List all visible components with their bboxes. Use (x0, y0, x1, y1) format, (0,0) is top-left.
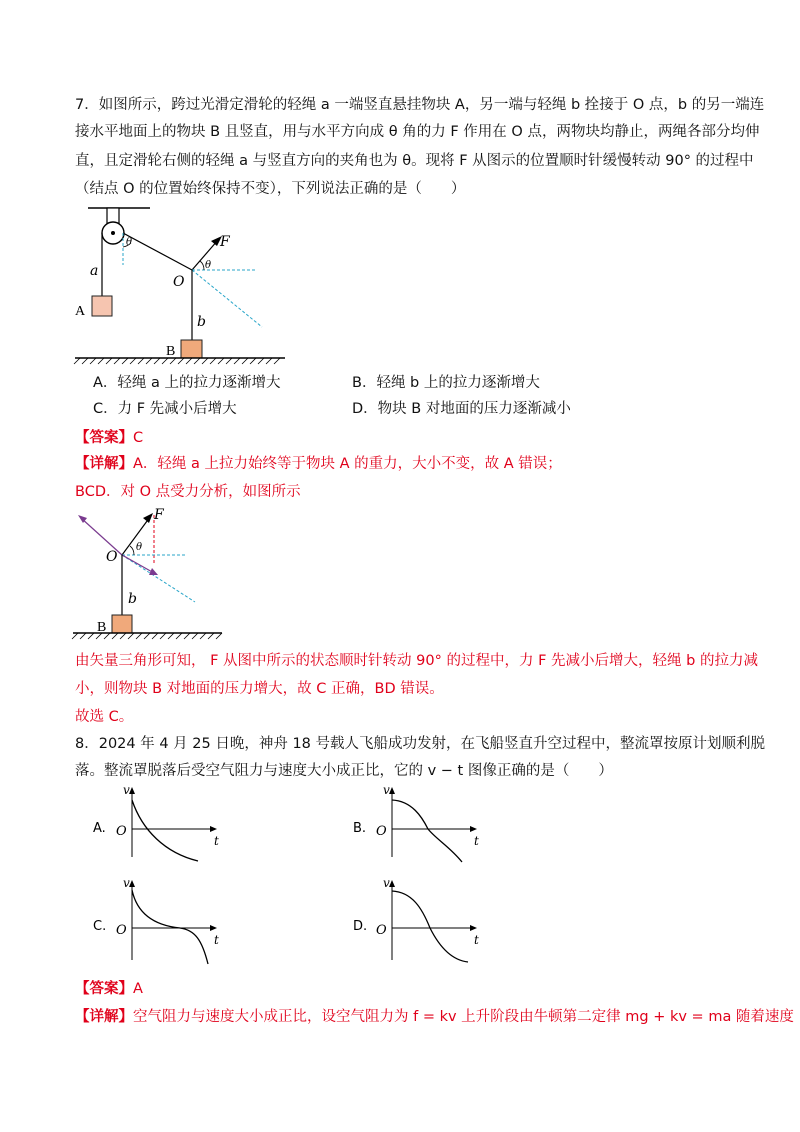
graph-D-option-label: D. (353, 919, 368, 934)
label-O: O (106, 549, 118, 565)
q7-detail-line-1 (75, 453, 735, 475)
block-B (181, 340, 202, 358)
label-theta: θ (136, 542, 143, 553)
q8-graph-D (350, 878, 500, 968)
label-F: F (220, 234, 230, 250)
label-F: F (154, 507, 164, 523)
label-b: b (128, 591, 137, 607)
q8-answer-value: A (133, 981, 143, 997)
label-O: O (116, 824, 127, 839)
graph-A-curve (132, 800, 198, 861)
v-axis-arrowhead (389, 787, 395, 794)
q8-graph-B (350, 785, 500, 865)
label-theta-pulley: θ (126, 237, 133, 248)
q7-force-diagram (70, 505, 230, 640)
ground-hatching (74, 358, 280, 364)
label-b: b (197, 314, 206, 330)
t-axis-arrowhead (210, 826, 217, 832)
t-axis-arrowhead (470, 925, 477, 931)
rope-a-slanted (123, 233, 192, 270)
label-v: v (123, 783, 130, 797)
q8-graph-A (90, 785, 240, 865)
label-B: B (166, 344, 176, 359)
q7-figure (70, 203, 290, 368)
label-B: B (97, 620, 107, 635)
resultant-arrow (122, 555, 154, 573)
q8-detail-text-1: 空气阻力与速度大小成正比，设空气阻力为 f = kv 上升阶段由牛顿第二定律 mg + kv = ma 随着速度 (133, 1009, 794, 1025)
q8-answer-tag: 【答案】 (75, 981, 133, 997)
graph-B-option-label: B. (353, 821, 367, 836)
q8-stem-line-1: 8．2024 年 4 月 25 日晚，神舟 18 号载人飞船成功发射，在飞船竖直升空过程中，整流罩按原计划顺利脱 (75, 736, 766, 752)
q7-answer-line (75, 427, 735, 449)
angle-arc-O (130, 546, 134, 555)
q7-stem-line-2: 接水平地面上的物块 B 且竖直，用与水平方向成 θ 角的力 F 作用在 O 点，两物块均静止，两绳各部分均伸 (75, 124, 760, 140)
q7-detail-line-2: BCD．对 O 点受力分析，如图所示 (75, 484, 301, 500)
graph-A-option-label: A. (93, 821, 106, 836)
v-axis-arrowhead (389, 880, 395, 887)
v-axis-arrowhead (129, 787, 135, 794)
q7-detail-line-3: 由矢量三角形可知， F 从图中所示的状态顺时针转动 90° 的过程中，力 F 先减小后增大，轻绳 b 的拉力减 (75, 653, 758, 669)
label-t: t (474, 933, 479, 947)
label-O: O (376, 824, 387, 839)
t-axis-arrowhead (210, 925, 217, 931)
q7-option-D: D．物块 B 对地面的压力逐渐减小 (352, 401, 571, 417)
q7-stem-line-3: 直，且定滑轮右侧的轻绳 a 与竖直方向的夹角也为 θ。现将 F 从图示的位置顺时针缓慢转动 90° 的过程中 (75, 153, 754, 169)
label-A: A (75, 304, 86, 319)
q8-answer-line (75, 978, 735, 1000)
graph-B-curve (392, 800, 462, 862)
q7-option-B: B．轻绳 b 上的拉力逐渐增大 (352, 375, 540, 391)
label-v: v (383, 876, 390, 890)
q7-answer-value: C (133, 430, 144, 446)
label-t: t (214, 834, 219, 848)
force-F-arrowhead (143, 513, 153, 523)
q8-detail-line-1 (75, 1006, 794, 1028)
q7-option-C: C．力 F 先减小后增大 (93, 401, 237, 417)
label-v: v (123, 876, 130, 890)
q8-stem-line-2: 落。整流罩脱落后受空气阻力与速度大小成正比，它的 v − t 图像正确的是（ ） (75, 763, 613, 779)
label-theta-O: θ (205, 260, 212, 271)
graph-C-curve (132, 890, 208, 964)
block-A (92, 296, 112, 316)
q7-detail-tag: 【详解】 (75, 456, 133, 472)
graph-D-curve (392, 891, 468, 962)
label-t: t (214, 933, 219, 947)
label-t: t (474, 834, 479, 848)
t-axis-arrowhead (470, 826, 477, 832)
q7-stem-line-4: （结点 O 的位置始终保持不变），下列说法正确的是（ ） (75, 181, 466, 197)
v-axis-arrowhead (129, 880, 135, 887)
q7-stem-line-1: 7．如图所示，跨过光滑定滑轮的轻绳 a 一端竖直悬挂物块 A，另一端与轻绳 b 拴接于 O 点，b 的另一端连 (75, 97, 765, 113)
label-O: O (376, 923, 387, 938)
q7-detail-line-5: 故选 C。 (75, 709, 134, 725)
q8-graph-C (90, 878, 240, 968)
label-O: O (173, 274, 185, 290)
q7-detail-text-1: A．轻绳 a 上拉力始终等于物块 A 的重力，大小不变，故 A 错误； (133, 456, 562, 472)
q8-detail-tag: 【详解】 (75, 1009, 133, 1025)
block-B (112, 615, 132, 633)
angle-arc-O (200, 261, 204, 270)
graph-C-option-label: C. (93, 919, 107, 934)
q7-option-A: A．轻绳 a 上的拉力逐渐增大 (93, 375, 281, 391)
ground-hatching (72, 633, 222, 639)
q7-detail-line-4: 小，则物块 B 对地面的压力增大，故 C 正确，BD 错误。 (75, 681, 444, 697)
label-a: a (90, 263, 99, 279)
label-O: O (116, 923, 127, 938)
label-v: v (383, 783, 390, 797)
pulley-axle (111, 231, 115, 235)
q7-answer-tag: 【答案】 (75, 430, 133, 446)
